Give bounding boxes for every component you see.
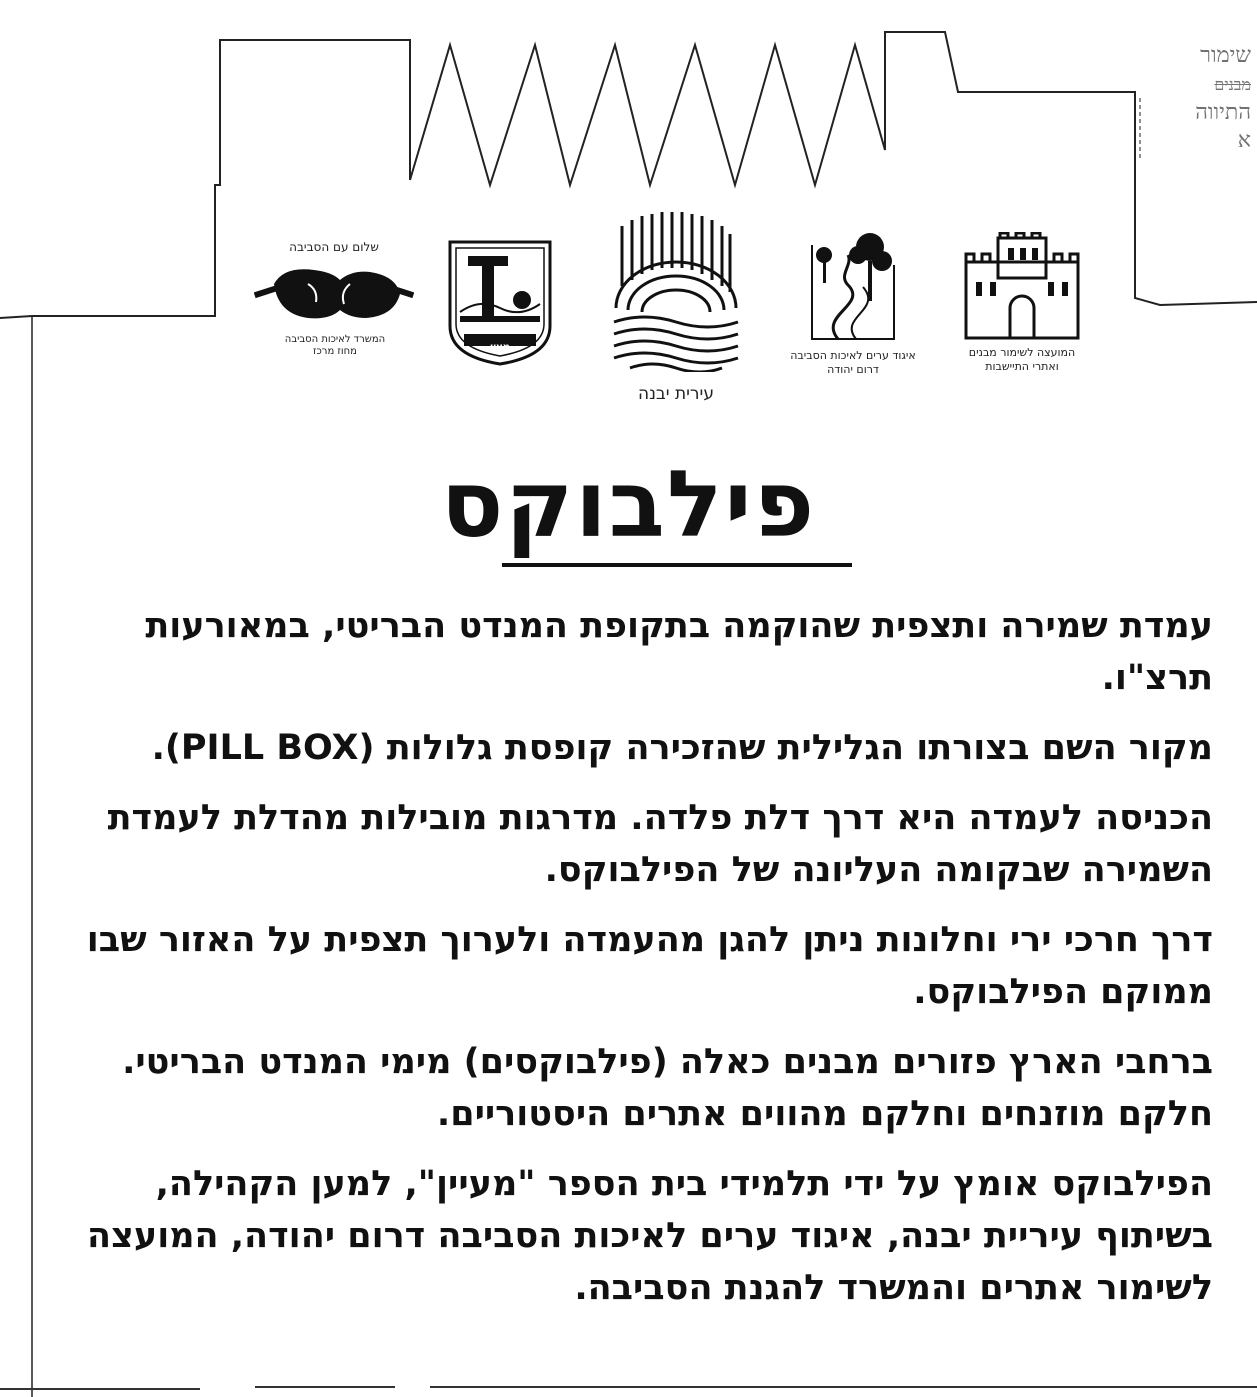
paragraph: מקור השם בצורתו הגלילית שהזכירה קופסת גלולות (PILL BOX). [151, 728, 1213, 768]
handwritten-line: התיווה [1195, 100, 1251, 125]
logo-caption-line: המועצה לשימור מבנים [968, 346, 1076, 359]
south-judea-environment-logo [790, 225, 916, 376]
handwritten-line: שימור [1200, 43, 1251, 68]
page-title: פילבוקס [440, 451, 817, 558]
logo-caption-line: מחוז מרכז [313, 346, 357, 357]
handwritten-note [1131, 42, 1251, 155]
handwritten-line: א [1237, 128, 1251, 153]
paragraph: הפילבוקס אומץ על ידי תלמידי בית הספר "מעיין", למען הקהילה, בשיתוף עיריית יבנה, איגוד ערים לאיכות הסביבה דרום יהודה, המועצה לשימור אתרים והמשרד להגנת הסביבה. [86, 1164, 1213, 1308]
maayan-school-logo [446, 238, 554, 368]
bottom-rule [430, 1386, 1257, 1388]
logo-caption-line: דרום יהודה [827, 363, 879, 376]
logo-caption-line: שלום עם הסביבה [289, 240, 379, 254]
logo-caption-line: עירית יבנה [638, 384, 714, 404]
logo-caption [788, 349, 918, 377]
paragraph: עמדת שמירה ותצפית שהוקמה בתקופת המנדט הבריטי, במאורעות תרצ"ו. [145, 606, 1213, 698]
logo-caption [940, 346, 1104, 374]
logo-caption: מעין [489, 342, 511, 353]
logo-caption [254, 240, 414, 254]
logo-caption-line: איגוד ערים לאיכות הסביבה [790, 349, 916, 362]
paragraph: דרך חרכי ירי וחלונות ניתן להגן מהעמדה ולערוך תצפית על האזור שבו ממוקם הפילבוקס. [86, 920, 1213, 1012]
handwritten-line [1131, 70, 1251, 99]
bottom-rule [255, 1386, 395, 1388]
logo-caption-line: ואתרי התיישבות [985, 360, 1059, 373]
yavne-municipality-logo [610, 212, 742, 404]
yavne-emblem-icon [610, 212, 742, 372]
preservation-council-logo [960, 232, 1084, 373]
paragraph: הכניסה לעמדה היא דרך דלת פלדה. מדרגות מובילות מהדלת לעמדת השמירה שבקומה העליונה של הפילבוקס. [107, 798, 1213, 890]
logo-caption [606, 384, 746, 404]
bottom-rule [0, 1388, 200, 1390]
body-text [85, 600, 1213, 1332]
logo-caption-line: המשרד לאיכות הסביבה [284, 334, 386, 345]
handshake-globe-icon [254, 258, 414, 330]
fortress-icon [960, 232, 1084, 340]
paragraph: ברחבי הארץ פזורים מבנים כאלה (פילבוקסים) מימי המנדט הבריטי. חלקם מוזנחים וחלקם מהווים אתרים היסטוריים. [122, 1042, 1213, 1134]
tree-path-icon [808, 225, 898, 343]
title-underline [502, 563, 852, 567]
logo-caption [260, 334, 410, 358]
handwritten-struck-word: מבנים [1214, 75, 1251, 94]
